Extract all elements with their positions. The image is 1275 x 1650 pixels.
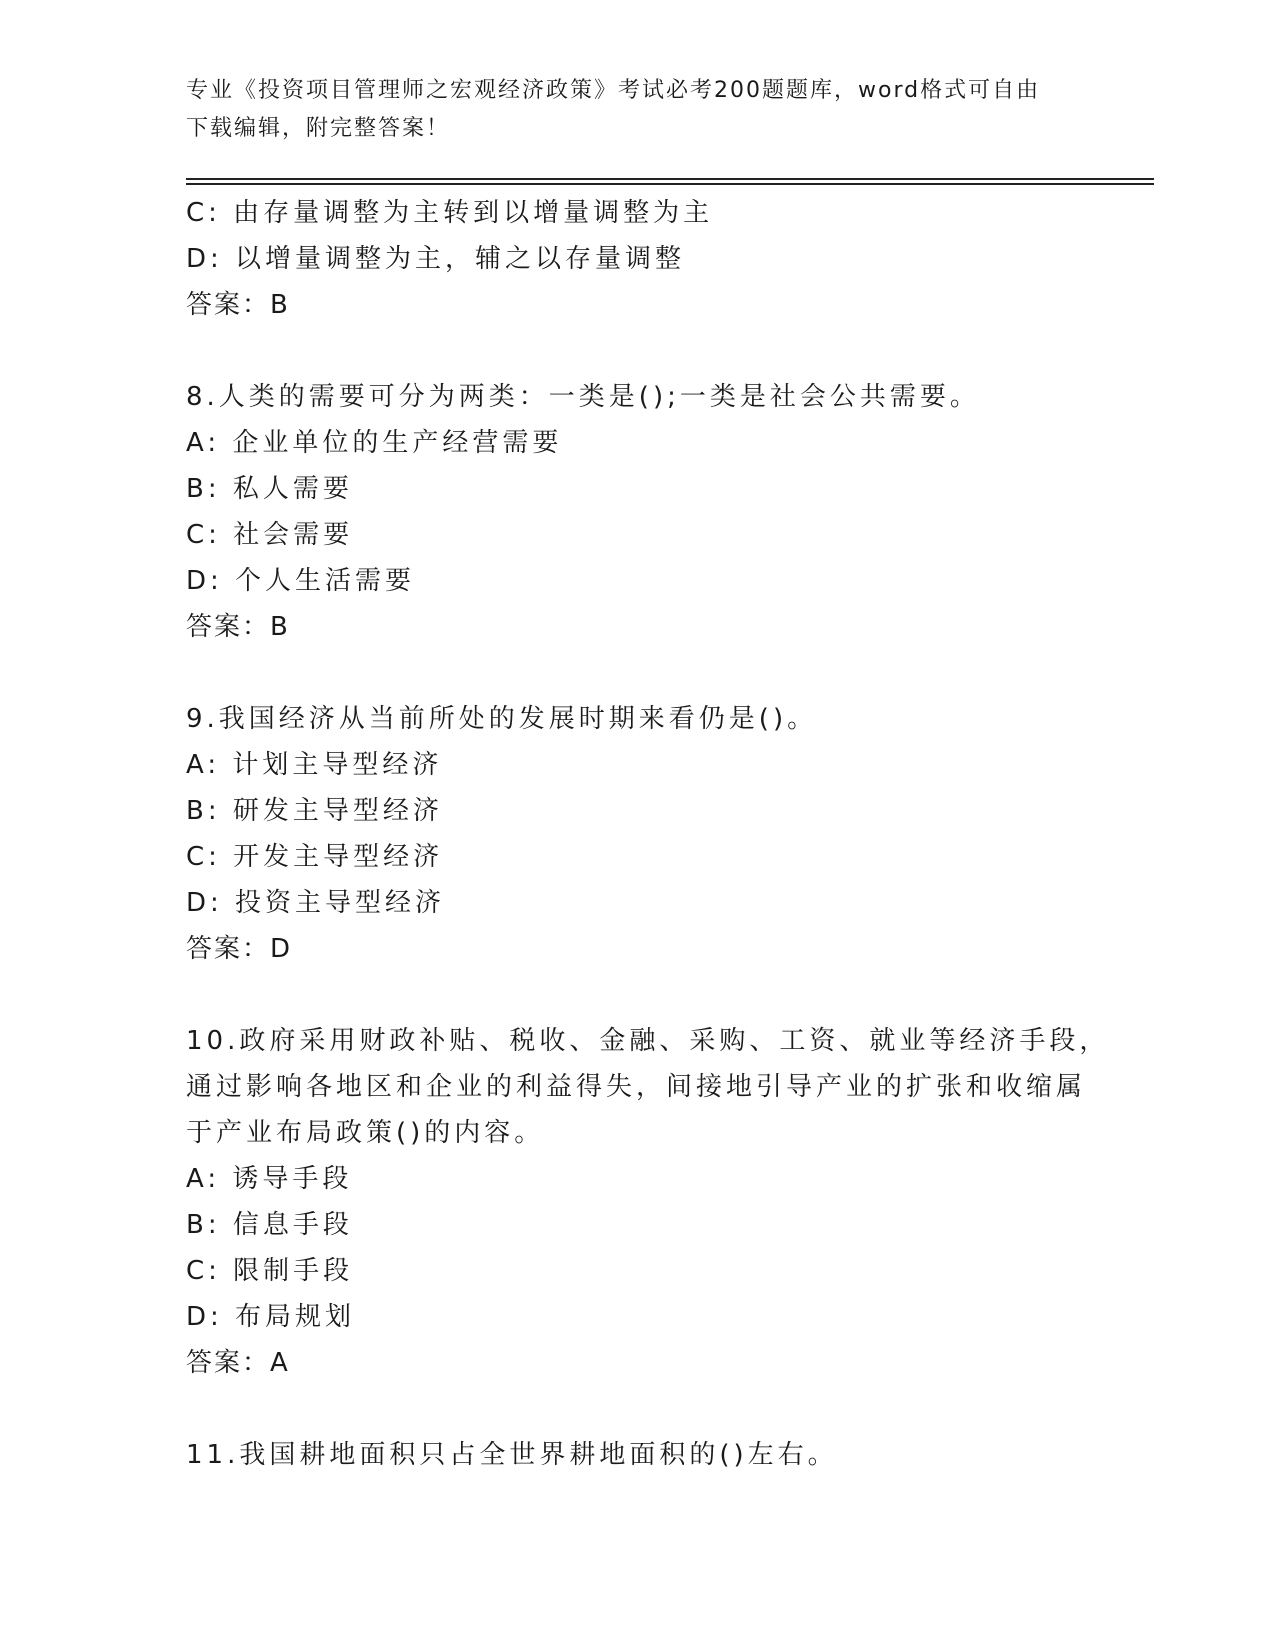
document-header xyxy=(186,72,1086,148)
question-continuation xyxy=(186,190,1086,328)
option-a: A: 企业单位的生产经营需要 xyxy=(186,428,563,458)
option-c: C: 社会需要 xyxy=(186,520,354,550)
question-8 xyxy=(186,374,1086,650)
option-d: D: 以增量调整为主，辅之以存量调整 xyxy=(186,244,686,274)
spacer xyxy=(186,1386,1086,1432)
spacer xyxy=(186,972,1086,1018)
answer-line: 答案：A xyxy=(186,1348,290,1378)
spacer xyxy=(186,650,1086,696)
question-stem-line-1: 10.政府采用财政补贴、税收、金融、采购、工资、就业等经济手段， xyxy=(186,1026,1110,1056)
header-line-2: 下载编辑，附完整答案！ xyxy=(186,116,451,141)
question-stem: 9.我国经济从当前所处的发展时期来看仍是()。 xyxy=(186,704,818,734)
option-b: B: 研发主导型经济 xyxy=(186,796,443,826)
option-a: A: 诱导手段 xyxy=(186,1164,353,1194)
option-c: C: 开发主导型经济 xyxy=(186,842,444,872)
answer-line: 答案：D xyxy=(186,934,293,964)
header-divider-top xyxy=(186,178,1154,180)
option-b: B: 私人需要 xyxy=(186,474,353,504)
spacer xyxy=(186,328,1086,374)
option-d: D: 布局规划 xyxy=(186,1302,356,1332)
answer-line: 答案：B xyxy=(186,290,290,320)
option-c: C: 由存量调整为主转到以增量调整为主 xyxy=(186,198,714,228)
option-a: A: 计划主导型经济 xyxy=(186,750,443,780)
question-10 xyxy=(186,1018,1110,1386)
header-line-1: 专业《投资项目管理师之宏观经济政策》考试必考200题题库，word格式可自由 xyxy=(186,78,1041,103)
option-b: B: 信息手段 xyxy=(186,1210,353,1240)
question-11 xyxy=(186,1432,1086,1478)
question-stem: 11.我国耕地面积只占全世界耕地面积的()左右。 xyxy=(186,1440,838,1470)
option-c: C: 限制手段 xyxy=(186,1256,354,1286)
option-d: D: 个人生活需要 xyxy=(186,566,416,596)
question-9 xyxy=(186,696,1086,972)
option-d: D: 投资主导型经济 xyxy=(186,888,446,918)
question-stem: 8.人类的需要可分为两类：一类是();一类是社会公共需要。 xyxy=(186,382,980,412)
question-stem-line-2: 通过影响各地区和企业的利益得失，间接地引导产业的扩张和收缩属 xyxy=(186,1072,1087,1102)
header-divider-bottom xyxy=(186,183,1154,185)
document-body xyxy=(186,190,1110,1478)
answer-line: 答案：B xyxy=(186,612,290,642)
question-stem-line-3: 于产业布局政策()的内容。 xyxy=(186,1118,545,1148)
